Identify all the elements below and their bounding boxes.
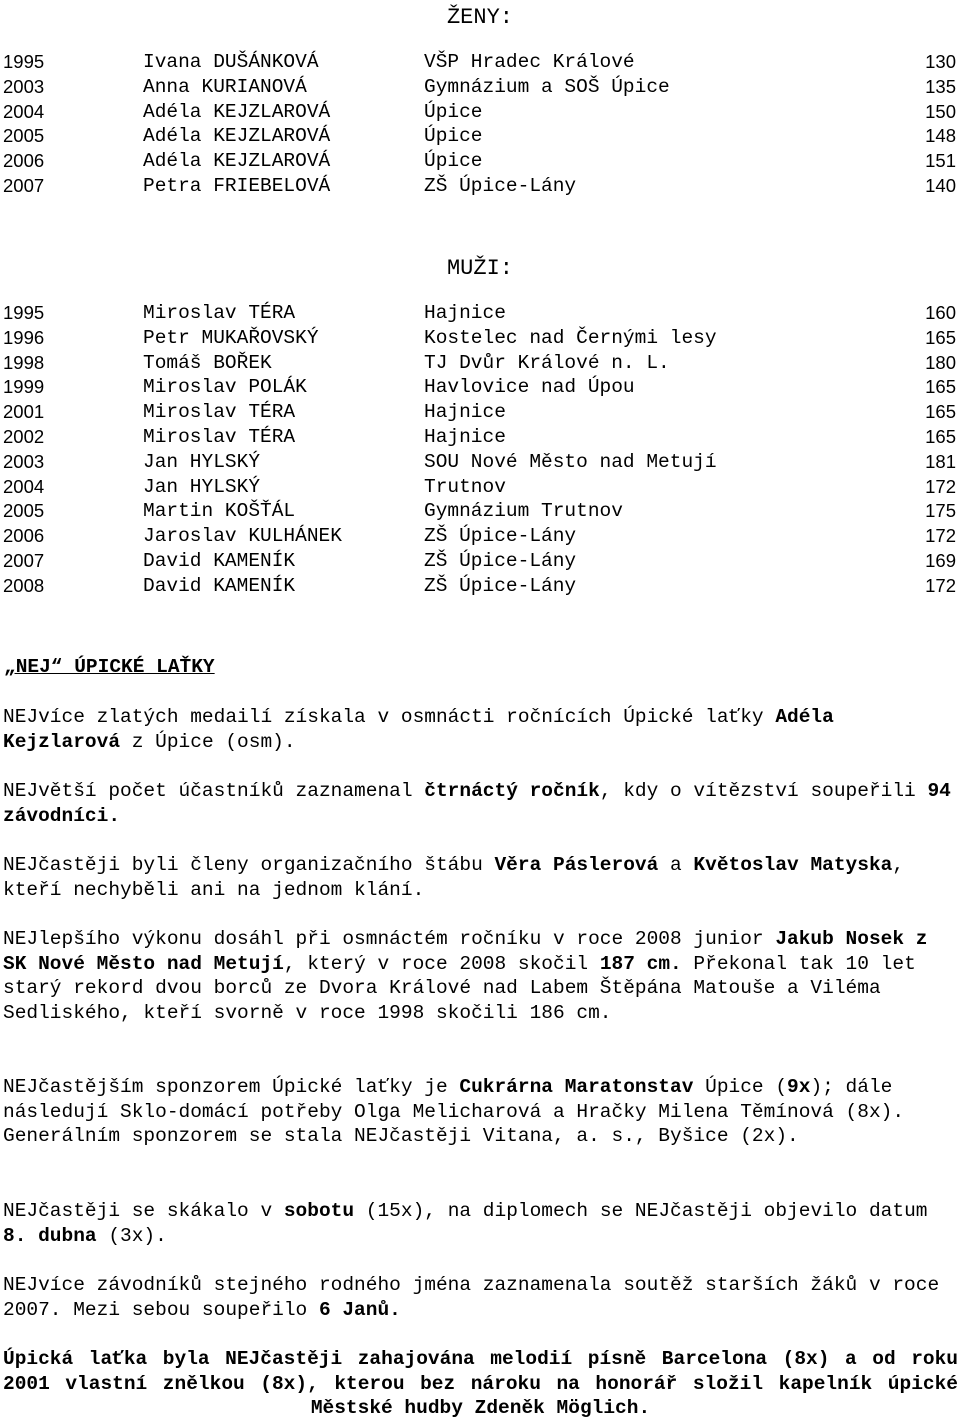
athlete-name: Adéla KEJZLAROVÁ — [143, 125, 331, 148]
men-result-row — [3, 326, 956, 351]
result-year: 1996 — [3, 326, 45, 348]
athlete-club: Úpice — [424, 100, 483, 123]
records-title: „NEJ“ ÚPICKÉ LAŤKY — [4, 656, 215, 678]
result-year: 2005 — [3, 500, 45, 522]
record-highlight: Cukrárna Maratonstav — [459, 1076, 694, 1098]
athlete-name: Tomáš BOŘEK — [143, 351, 272, 374]
record-paragraph-dates — [3, 1199, 958, 1248]
record-text: NEJčastěji se skákalo v — [3, 1200, 284, 1222]
athlete-name: Ivana DUŠÁNKOVÁ — [143, 51, 319, 73]
record-text: NEJvíce zlatých medailí získala v osmnácti ročnících Úpické laťky — [3, 706, 776, 728]
record-text: NEJlepšího výkonu dosáhl při osmnáctém ročníku v roce 2008 junior — [3, 928, 776, 950]
result-year: 2001 — [3, 401, 45, 423]
athlete-name: Petr MUKAŘOVSKÝ — [143, 326, 319, 349]
athlete-club: TJ Dvůr Králové n. L. — [424, 351, 670, 374]
record-highlight: 6 Janů. — [318, 1298, 401, 1321]
women-result-row — [3, 124, 956, 149]
result-height: 172 — [925, 574, 956, 596]
result-height: 151 — [925, 150, 956, 172]
men-result-row — [3, 499, 956, 524]
record-highlight: Věra Páslerová — [494, 854, 659, 876]
athlete-club: Gymnázium a SOŠ Úpice — [424, 75, 670, 98]
record-highlight: 9x — [787, 1076, 811, 1098]
result-height: 180 — [925, 351, 956, 373]
athlete-club: Havlovice nad Úpou — [424, 376, 635, 399]
men-result-row — [3, 301, 956, 326]
result-year: 2006 — [3, 525, 45, 547]
men-result-row — [3, 450, 956, 475]
result-year: 2004 — [3, 100, 45, 122]
record-text: NEJčastěji byli členy organizačního štábu — [3, 854, 495, 876]
athlete-name: Adéla KEJZLAROVÁ — [143, 150, 331, 173]
athlete-club: Trutnov — [424, 475, 506, 498]
women-result-row — [3, 75, 956, 100]
result-height: 148 — [925, 125, 956, 147]
athlete-club: ZŠ Úpice-Lány — [424, 550, 577, 572]
result-height: 165 — [925, 401, 956, 423]
result-height: 160 — [925, 302, 956, 323]
men-result-row — [3, 549, 956, 574]
men-result-row — [3, 475, 956, 500]
result-height: 140 — [925, 175, 956, 196]
result-year: 2007 — [3, 550, 45, 571]
athlete-name: Miroslav TÉRA — [143, 401, 296, 424]
result-year: 2005 — [3, 125, 45, 147]
result-height: 130 — [925, 51, 956, 72]
record-highlight: 8. dubna — [3, 1224, 97, 1247]
record-highlight: Květoslav Matyska — [693, 854, 893, 876]
athlete-club: Hajnice — [424, 302, 506, 324]
record-paragraph-sponsors — [3, 1075, 958, 1149]
result-year: 1998 — [3, 351, 45, 373]
result-year: 1999 — [3, 376, 45, 398]
athlete-club: ZŠ Úpice-Lány — [424, 525, 577, 548]
result-height: 150 — [925, 100, 956, 122]
women-result-row — [3, 149, 956, 174]
record-text: , který v roce 2008 skočil — [283, 952, 600, 975]
athlete-club: Úpice — [424, 150, 483, 173]
result-height: 169 — [925, 550, 956, 571]
women-result-row — [3, 100, 956, 125]
women-heading: ŽENY: — [446, 5, 513, 30]
record-highlight: 94 závodníci. — [3, 780, 951, 827]
athlete-club: Hajnice — [424, 401, 506, 424]
athlete-club: Gymnázium Trutnov — [424, 500, 623, 523]
athlete-name: Adéla KEJZLAROVÁ — [143, 100, 331, 123]
athlete-club: ZŠ Úpice-Lány — [424, 175, 577, 197]
athlete-club: VŠP Hradec Králové — [424, 51, 635, 73]
men-result-row — [3, 425, 956, 450]
men-result-row — [3, 400, 956, 425]
athlete-club: Úpice — [424, 125, 483, 148]
athlete-club: ZŠ Úpice-Lány — [424, 574, 577, 597]
record-paragraph-names — [3, 1273, 958, 1322]
athlete-name: Miroslav TÉRA — [143, 302, 296, 324]
record-text: , kdy o vítězství soupeřili — [599, 780, 928, 802]
record-text: ); dále následují Sklo-domácí potřeby Olga Melicharová a Hračky Milena Těmínová (8x). Generálním sponzorem se stala NEJčastěji Vitana, a. s., Byšice (2x). — [3, 1076, 905, 1148]
athlete-name: David KAMENÍK — [143, 574, 296, 597]
record-highlight: sobotu — [283, 1200, 355, 1222]
result-year: 2003 — [3, 75, 45, 97]
men-result-row — [3, 524, 956, 549]
record-paragraph-organizers — [3, 853, 958, 902]
athlete-name: Petra FRIEBELOVÁ — [143, 175, 331, 197]
record-paragraph-best-performance — [3, 927, 958, 1026]
record-text: NEJvětší počet účastníků zaznamenal — [3, 780, 425, 802]
athlete-name: Miroslav POLÁK — [143, 376, 307, 399]
men-heading: MUŽI: — [446, 256, 513, 281]
result-height: 181 — [925, 450, 956, 472]
result-height: 165 — [925, 426, 956, 447]
result-year: 2002 — [3, 426, 45, 447]
result-year: 2004 — [3, 475, 45, 497]
result-height: 165 — [925, 326, 956, 348]
athlete-club: Hajnice — [424, 426, 506, 448]
record-text: NEJvíce závodníků stejného rodného jména zaznamenala soutěž starších žáků v roce 2007. Mezi sebou soupeřilo — [3, 1274, 940, 1321]
athlete-club: Kostelec nad Černými lesy — [424, 326, 717, 349]
athlete-name: Jan HYLSKÝ — [143, 475, 261, 498]
record-text: z Úpice (osm). — [120, 730, 296, 753]
athlete-name: Anna KURIANOVÁ — [143, 75, 307, 98]
record-paragraph-anthem: Úpická laťka byla NEJčastěji zahajována melodií písně Barcelona (8x) a od roku 2001 vlastní znělkou (8x), kterou bez nároku na honorář složil kapelník úpické Městské hudby Zdeněk Möglich. — [3, 1348, 958, 1420]
result-year: 2006 — [3, 150, 45, 172]
record-paragraph-gold-medals — [3, 705, 958, 754]
record-text: Úpice ( — [693, 1076, 788, 1098]
men-result-row — [3, 574, 956, 599]
record-paragraph-participants — [3, 779, 958, 828]
athlete-club: SOU Nové Město nad Metují — [424, 450, 717, 473]
result-height: 172 — [925, 525, 956, 547]
women-result-row — [3, 50, 956, 75]
result-year: 2008 — [3, 574, 45, 596]
record-text: NEJčastějším sponzorem Úpické laťky je — [3, 1076, 460, 1098]
record-text: (15x), na diplomech se NEJčastěji objevilo datum — [354, 1200, 928, 1222]
result-year: 2003 — [3, 450, 45, 472]
result-height: 135 — [925, 75, 956, 97]
men-result-row — [3, 351, 956, 376]
result-height: 172 — [925, 475, 956, 497]
result-height: 165 — [925, 376, 956, 398]
result-year: 2007 — [3, 175, 45, 196]
result-year: 1995 — [3, 302, 45, 323]
athlete-name: David KAMENÍK — [143, 550, 296, 572]
record-highlight: Jakub Nosek z SK Nové Město nad Metují — [3, 928, 928, 975]
record-text: a — [658, 854, 694, 876]
record-highlight: 187 cm. — [599, 952, 682, 975]
women-result-row — [3, 174, 956, 199]
men-result-row — [3, 375, 956, 400]
record-text: (3x). — [96, 1224, 167, 1247]
result-year: 1995 — [3, 51, 45, 72]
record-text: , kteří nechyběli ani na jednom klání. — [3, 854, 905, 901]
record-highlight: Adéla Kejzlarová — [3, 706, 834, 753]
athlete-name: Jaroslav KULHÁNEK — [143, 525, 342, 548]
record-text: Překonal tak 10 let starý rekord dvou borců ze Dvora Králové nad Labem Štěpána Matouše a Viléma Sedliského, kteří svorně v roce 1998 skočili 186 cm. — [3, 952, 916, 1025]
athlete-name: Martin KOŠŤÁL — [143, 500, 296, 523]
result-height: 175 — [925, 500, 956, 522]
athlete-name: Jan HYLSKÝ — [143, 450, 261, 473]
athlete-name: Miroslav TÉRA — [143, 426, 296, 448]
record-highlight: čtrnáctý ročník — [424, 780, 600, 802]
